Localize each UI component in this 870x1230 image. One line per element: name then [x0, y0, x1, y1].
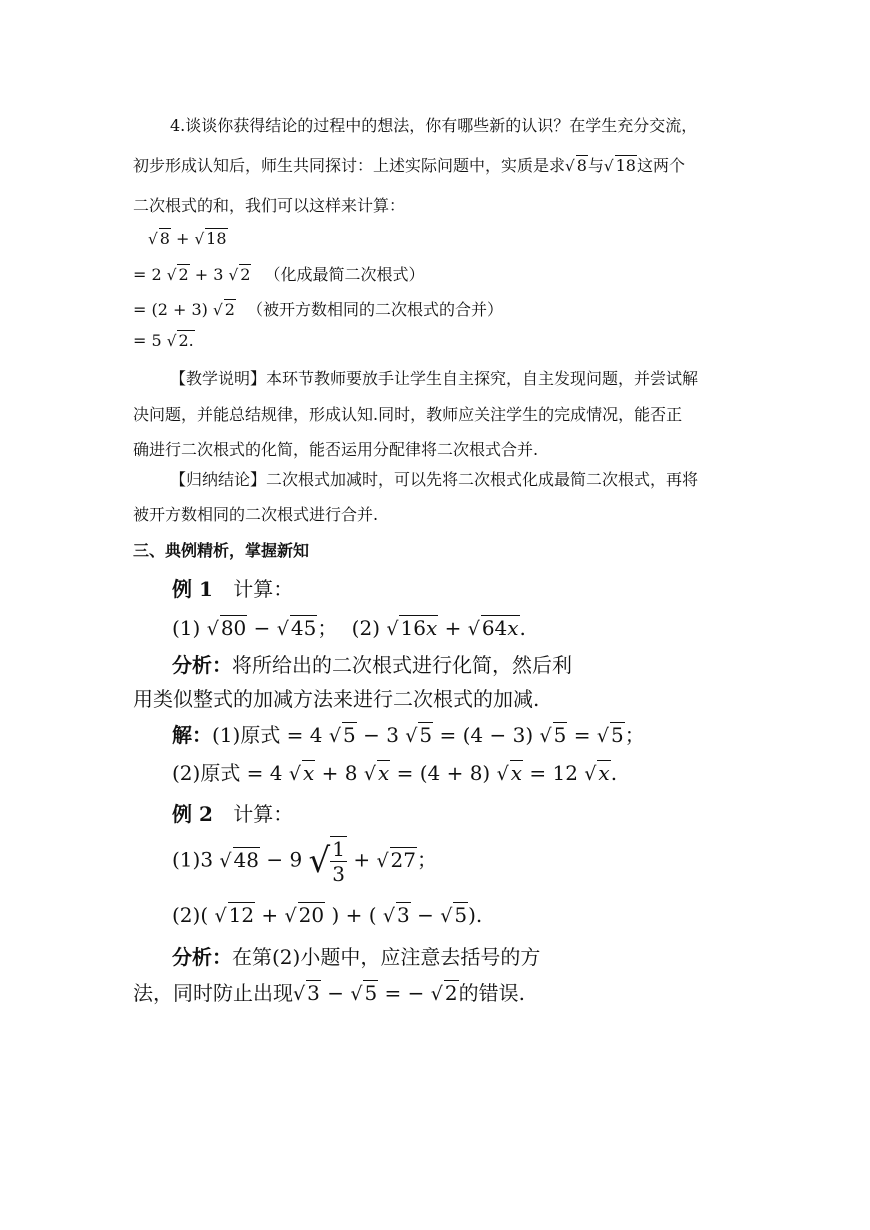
sqrt-27: √ 27: [376, 847, 416, 872]
ex2-p2-a: (2)(: [172, 903, 209, 927]
section-3-title: 三、典例精析，掌握新知: [133, 541, 310, 560]
ex2-analysis-sqrt-2: √ 2: [430, 981, 458, 1005]
ex1-sol2-end: .: [610, 761, 618, 785]
ex1-sol1-sqrt-4: √ 5: [596, 723, 624, 747]
sqrt-16x: √ 16x: [386, 616, 438, 640]
sqrt-3: √ 3: [382, 903, 410, 927]
ex1-sol1-sqrt-3: √ 5: [539, 723, 567, 747]
ex2-p1-a: (1)3: [172, 847, 214, 872]
ex2-p2-b: ) + (: [331, 903, 377, 927]
intro-line-1: 4.谈谈你获得结论的过程中的想法，你有哪些新的认识？在学生充分交流，: [170, 116, 698, 135]
ex1-sol2-c: = (4 + 8): [396, 761, 491, 785]
example-2-label: 例 2: [172, 802, 213, 826]
ex1-sol1-d: =: [573, 723, 591, 747]
intro-text-c: 这两个: [636, 156, 685, 175]
calc-l4-a: = 5: [133, 331, 162, 350]
ex2-analysis-sqrt-5: √ 5: [350, 981, 378, 1005]
example-2-analysis-1: [172, 941, 540, 970]
example-2-task: 计算：: [233, 802, 294, 826]
example-2-problem-2: [172, 903, 482, 927]
ex1-part2-label: (2): [351, 616, 381, 640]
ex1-sol1-sqrt-1: √ 5: [328, 723, 356, 747]
ex1-sol2-sqrt-x-2: √ x: [363, 761, 390, 785]
sqrt-12: √ 12: [214, 903, 255, 927]
example-1-analysis-2: 用类似整式的加减方法来进行二次根式的加减.: [133, 687, 540, 711]
ex2-p1-plus: +: [353, 847, 371, 872]
ex2-p2-minus: −: [417, 903, 434, 927]
ex2-analysis-minus: −: [327, 981, 344, 1005]
ex1-sol2-sqrt-x-3: √ x: [496, 761, 522, 785]
ex2-p2-plus: +: [261, 903, 279, 927]
ex1-analysis-text-1: 将所给出的二次根式进行化简，然后利: [232, 653, 572, 677]
calc-l3-sqrt: √ 2: [213, 300, 235, 319]
ex1-sol1-semicolon: ；: [624, 723, 645, 747]
calc-sqrt-8: √ 8: [148, 229, 170, 248]
calc-l2-sqrt: √ 2: [166, 265, 189, 284]
calc-note-simplify: （化成最简二次根式）: [264, 265, 425, 284]
sqrt-8: √ 8: [565, 156, 587, 175]
ex1-sol1-sqrt-2: √ 5: [405, 723, 433, 747]
example-1-problems: [172, 612, 526, 641]
calc-line-3: [133, 297, 503, 320]
sqrt-20: √ 20: [284, 903, 325, 927]
teaching-line-3: 确进行二次根式的化简，能否运用分配律将二次根式合并.: [133, 440, 539, 459]
ex1-analysis-label: 分析：: [172, 653, 232, 677]
teaching-line-2: 决问题，并能总结规律，形成认知.同时，教师应关注学生的完成情况，能否正: [133, 405, 683, 424]
sqrt-5: √ 5: [440, 903, 468, 927]
calc-l2-sqrt-2: √ 2: [228, 265, 251, 284]
sqrt-80: √ 80: [206, 616, 247, 640]
ex2-p1-b: − 9: [266, 847, 303, 872]
calc-line-2: [133, 262, 424, 285]
ex1-sol2-b: + 8: [321, 761, 358, 785]
calc-sqrt-18: √ 18: [194, 229, 227, 248]
example-1-header: [172, 573, 293, 602]
sqrt-one-third: √ $\frac{1}{3}$: [308, 837, 345, 886]
example-1-label: 例 1: [172, 577, 213, 601]
ex1-minus: −: [253, 616, 271, 640]
example-1-task: 计算：: [233, 577, 294, 601]
ex1-end: .: [519, 616, 526, 640]
intro-line-3: 二次根式的和，我们可以这样来计算：: [133, 196, 406, 215]
example-1-solution-1: [172, 719, 645, 748]
conclusion-line-1: 【归纳结论】二次根式加减时，可以先将二次根式化成最简二次根式，再将: [170, 470, 699, 489]
example-1-solution-2: [172, 757, 617, 786]
ex2-analysis-text-1: 在第(2)小题中，应注意去括号的方: [232, 945, 541, 969]
ex1-plus: +: [444, 616, 462, 640]
ex1-sol2-d: = 12: [529, 761, 578, 785]
ex2-p1-end: ；: [417, 847, 437, 872]
example-2-analysis-2: [133, 977, 525, 1006]
sqrt-45: √ 45: [276, 616, 317, 640]
ex1-solution-label: 解：: [172, 723, 212, 747]
calc-plus: +: [175, 229, 190, 248]
ex1-sol2-sqrt-x-4: √ x: [584, 761, 610, 785]
sqrt-64x: √ 64x: [467, 616, 519, 640]
ex1-sol2-sqrt-x-1: √ x: [288, 761, 315, 785]
calc-line-4: [133, 331, 195, 350]
intro-text-b: 与: [587, 156, 604, 175]
ex2-analysis-text-2a: 法，同时防止出现: [133, 981, 293, 1005]
ex1-sol1-a: (1)原式 = 4: [212, 723, 323, 747]
calc-l2-b: + 3: [194, 265, 224, 284]
ex1-sol2-a: (2)原式 = 4: [172, 761, 283, 785]
ex1-sol1-c: = (4 − 3): [439, 723, 534, 747]
calc-line-1: [148, 229, 228, 248]
teaching-line-1: 【教学说明】本环节教师要放手让学生自主探究，自主发现问题，并尝试解: [170, 369, 699, 388]
intro-line-2: [133, 153, 685, 176]
calc-l4-sqrt: √ 2.: [166, 331, 194, 350]
example-2-problem-1: [172, 836, 437, 886]
example-2-header: [172, 798, 293, 827]
ex2-p2-end: ).: [468, 903, 483, 927]
calc-note-merge: （被开方数相同的二次根式的合并）: [246, 300, 503, 319]
ex1-semicolon: ；: [317, 616, 338, 640]
ex2-analysis-label: 分析：: [172, 945, 232, 969]
ex2-analysis-equals: = −: [384, 981, 425, 1005]
example-1-analysis-1: [172, 649, 572, 678]
ex1-part1-label: (1): [172, 616, 201, 640]
ex2-analysis-text-2b: 的错误.: [458, 981, 525, 1005]
sqrt-48: √ 48: [219, 847, 259, 872]
calc-l3-a: = (2 + 3): [133, 300, 208, 319]
ex2-analysis-sqrt-3: √ 3: [293, 981, 320, 1005]
sqrt-18: √ 18: [603, 156, 636, 175]
conclusion-line-2: 被开方数相同的二次根式进行合并.: [133, 505, 379, 524]
ex1-sol1-b: − 3: [363, 723, 399, 747]
intro-text-a: 初步形成认知后，师生共同探讨：上述实际问题中，实质是求: [133, 156, 566, 175]
calc-l2-a: = 2: [133, 265, 162, 284]
